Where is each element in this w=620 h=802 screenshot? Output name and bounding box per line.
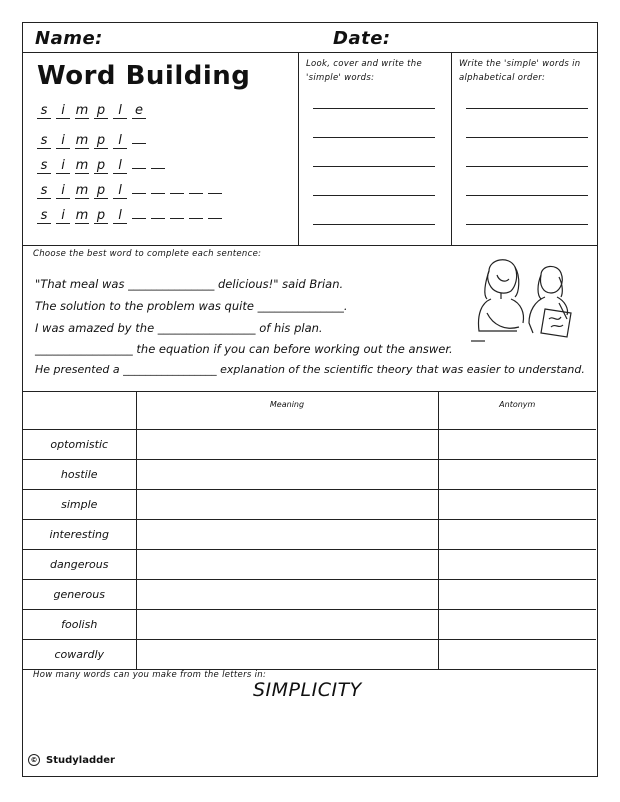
meaning-cell[interactable] bbox=[136, 610, 438, 640]
letter: l bbox=[113, 158, 127, 174]
letter-blank[interactable] bbox=[132, 178, 146, 194]
write-line[interactable] bbox=[466, 108, 588, 109]
letter-row bbox=[37, 178, 227, 199]
sentence-2 bbox=[35, 299, 365, 313]
copyright-icon: © bbox=[28, 754, 40, 766]
letter-blank[interactable] bbox=[151, 203, 165, 219]
table-row bbox=[23, 430, 596, 460]
letter: s bbox=[37, 158, 51, 174]
write-line[interactable] bbox=[313, 195, 435, 196]
letter: m bbox=[75, 158, 89, 173]
letter-row bbox=[37, 203, 227, 224]
sentence-text: I was amazed by the _________________ of his plan. bbox=[35, 321, 323, 335]
letter: m bbox=[75, 208, 89, 223]
footer bbox=[28, 754, 115, 766]
letter-blank[interactable] bbox=[132, 128, 146, 144]
letter: p bbox=[94, 133, 108, 149]
target-word: SIMPLICITY bbox=[253, 679, 362, 701]
word-cell: generous bbox=[23, 580, 136, 610]
letter-blank[interactable] bbox=[151, 153, 165, 169]
letter: l bbox=[113, 133, 127, 149]
letter: i bbox=[56, 103, 70, 119]
name-label: Name: bbox=[35, 28, 103, 49]
letter: i bbox=[56, 133, 70, 149]
table-row bbox=[23, 580, 596, 610]
write-line[interactable] bbox=[313, 137, 435, 138]
letter-blank[interactable] bbox=[189, 203, 203, 219]
students-illustration bbox=[471, 253, 593, 348]
sentence-text: _________________ the equation if you can before working out the answer. bbox=[35, 342, 453, 356]
write-line[interactable] bbox=[313, 108, 435, 109]
meaning-cell[interactable] bbox=[136, 640, 438, 670]
sentence-3 bbox=[35, 321, 365, 335]
table-row bbox=[23, 610, 596, 640]
letter: i bbox=[56, 183, 70, 199]
antonym-cell[interactable] bbox=[438, 490, 596, 520]
antonym-cell[interactable] bbox=[438, 460, 596, 490]
meaning-cell[interactable] bbox=[136, 460, 438, 490]
table-row bbox=[23, 520, 596, 550]
header-meaning: Meaning bbox=[136, 392, 438, 430]
meaning-cell[interactable] bbox=[136, 550, 438, 580]
meaning-cell[interactable] bbox=[136, 490, 438, 520]
letters-instruction: How many words can you make from the letters in: bbox=[33, 670, 267, 680]
letter: m bbox=[75, 133, 89, 148]
antonym-cell[interactable] bbox=[438, 520, 596, 550]
antonym-cell[interactable] bbox=[438, 610, 596, 640]
sentence-text: "That meal was _______________ delicious!" said Brian. bbox=[35, 277, 344, 291]
letter: l bbox=[113, 183, 127, 199]
letter-blank[interactable] bbox=[132, 203, 146, 219]
table-row bbox=[23, 490, 596, 520]
letter: s bbox=[37, 103, 51, 119]
meaning-cell[interactable] bbox=[136, 580, 438, 610]
brand-name: Studyladder bbox=[46, 754, 115, 766]
letter: s bbox=[37, 133, 51, 149]
letter: s bbox=[37, 183, 51, 199]
write-line[interactable] bbox=[466, 224, 588, 225]
word-cell: dangerous bbox=[23, 550, 136, 580]
letter: l bbox=[113, 103, 127, 119]
look-cover-instruction: Look, cover and write the 'simple' words: bbox=[306, 59, 423, 83]
divider bbox=[23, 52, 597, 53]
letter: p bbox=[94, 183, 108, 199]
letter: m bbox=[75, 183, 89, 198]
letter: p bbox=[94, 103, 108, 119]
write-line[interactable] bbox=[313, 166, 435, 167]
letter-blank[interactable] bbox=[132, 153, 146, 169]
header-antonym: Antonym bbox=[438, 392, 596, 430]
word-cell: foolish bbox=[23, 610, 136, 640]
antonym-cell[interactable] bbox=[438, 640, 596, 670]
letter: p bbox=[94, 158, 108, 174]
letter-row bbox=[37, 103, 151, 119]
letter: p bbox=[94, 208, 108, 224]
table-row bbox=[23, 460, 596, 490]
letter-blank[interactable] bbox=[170, 178, 184, 194]
alphabetical-instruction: Write the 'simple' words in alphabetical order: bbox=[459, 59, 581, 83]
antonym-cell[interactable] bbox=[438, 430, 596, 460]
letter-blank[interactable] bbox=[208, 203, 222, 219]
letter: s bbox=[37, 208, 51, 224]
letter-blank[interactable] bbox=[189, 178, 203, 194]
write-line[interactable] bbox=[466, 195, 588, 196]
date-label: Date: bbox=[333, 28, 391, 49]
letter: l bbox=[113, 208, 127, 224]
sentence-4 bbox=[35, 342, 465, 356]
page-title: Word Building bbox=[37, 61, 251, 91]
word-cell: interesting bbox=[23, 520, 136, 550]
write-line[interactable] bbox=[466, 166, 588, 167]
letter: e bbox=[132, 103, 146, 119]
letter-blank[interactable] bbox=[151, 178, 165, 194]
meaning-cell[interactable] bbox=[136, 430, 438, 460]
sentence-instruction: Choose the best word to complete each sentence: bbox=[33, 249, 262, 259]
sentence-5 bbox=[35, 363, 595, 376]
antonym-cell[interactable] bbox=[438, 550, 596, 580]
sentence-1 bbox=[35, 277, 365, 291]
table-header-row bbox=[23, 392, 596, 430]
word-cell: optomistic bbox=[23, 430, 136, 460]
write-line[interactable] bbox=[466, 137, 588, 138]
write-line[interactable] bbox=[313, 224, 435, 225]
divider bbox=[451, 52, 452, 245]
header-cell-empty bbox=[23, 392, 136, 430]
word-cell: hostile bbox=[23, 460, 136, 490]
divider bbox=[298, 52, 299, 245]
meaning-cell[interactable] bbox=[136, 520, 438, 550]
letter-row bbox=[37, 128, 151, 149]
divider bbox=[23, 245, 597, 246]
table-row bbox=[23, 550, 596, 580]
letter: i bbox=[56, 158, 70, 174]
letter: m bbox=[75, 103, 89, 118]
worksheet bbox=[22, 22, 598, 777]
antonym-cell[interactable] bbox=[438, 580, 596, 610]
word-cell: simple bbox=[23, 490, 136, 520]
sentence-text: The solution to the problem was quite _______________. bbox=[35, 299, 348, 313]
letter-blank[interactable] bbox=[170, 203, 184, 219]
table-row bbox=[23, 640, 596, 670]
word-cell: cowardly bbox=[23, 640, 136, 670]
letter-blank[interactable] bbox=[208, 178, 222, 194]
letter-row bbox=[37, 153, 170, 174]
letter: i bbox=[56, 208, 70, 224]
sentence-text: He presented a _________________ explanation of the scientific theory that was easier to understand. bbox=[35, 363, 585, 376]
vocabulary-table bbox=[23, 391, 596, 670]
